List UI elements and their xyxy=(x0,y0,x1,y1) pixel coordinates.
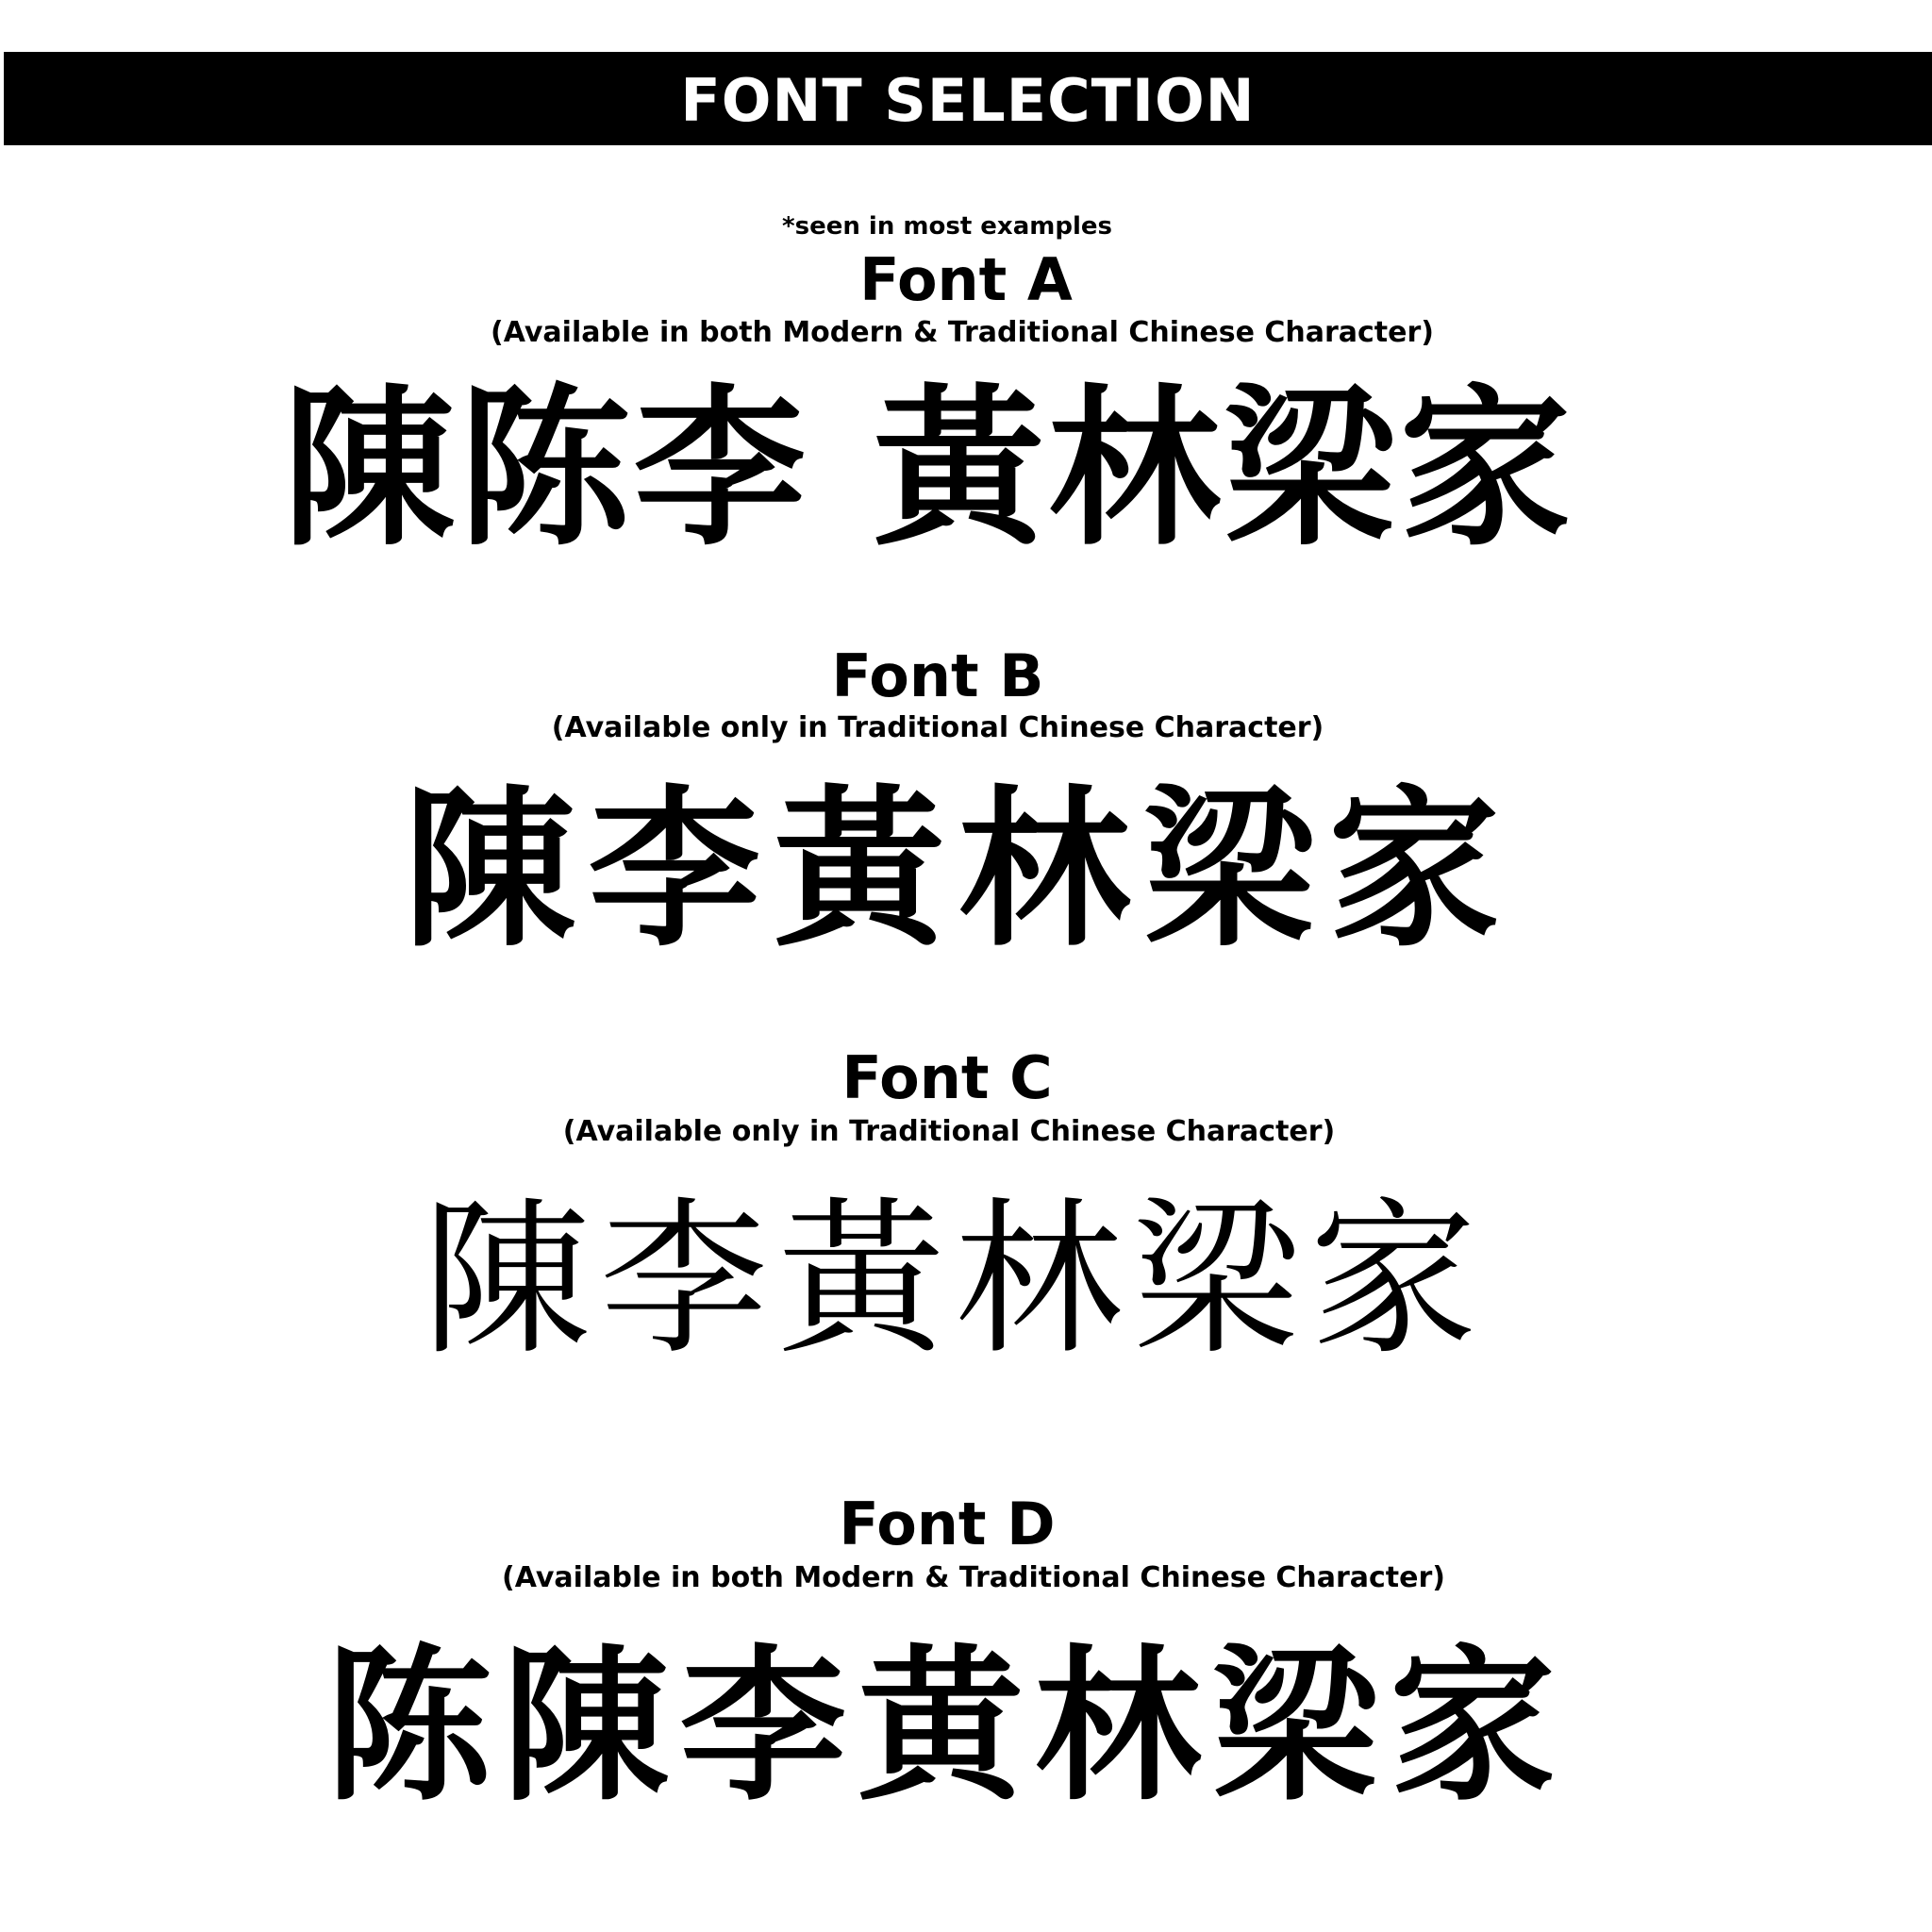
font-c-availability: (Available only in Traditional Chinese Character) xyxy=(562,1115,1336,1148)
font-b-availability: (Available only in Traditional Chinese Character) xyxy=(551,711,1324,744)
font-d-availability: (Available in both Modern & Traditional Chinese Character) xyxy=(502,1561,1445,1594)
font-d-title: Font D xyxy=(839,1490,1056,1558)
page-title: FONT SELECTION xyxy=(680,65,1256,135)
font-d-sample: 陈陳李黄林梁家 xyxy=(325,1628,1568,1824)
font-c-sample: 陳李黃林梁家 xyxy=(423,1182,1487,1377)
note-text: *seen in most examples xyxy=(782,212,1112,241)
font-c-title: Font C xyxy=(841,1043,1053,1112)
font-b-title: Font B xyxy=(831,641,1044,710)
font-a-availability: (Available in both Modern & Traditional Chinese Character) xyxy=(491,316,1434,349)
title-banner xyxy=(4,52,1932,145)
font-b-sample: 陳李黃林梁家 xyxy=(404,768,1513,970)
font-a-sample: 陳陈李 黃林梁家 xyxy=(283,367,1575,569)
font-a-title: Font A xyxy=(859,245,1073,314)
